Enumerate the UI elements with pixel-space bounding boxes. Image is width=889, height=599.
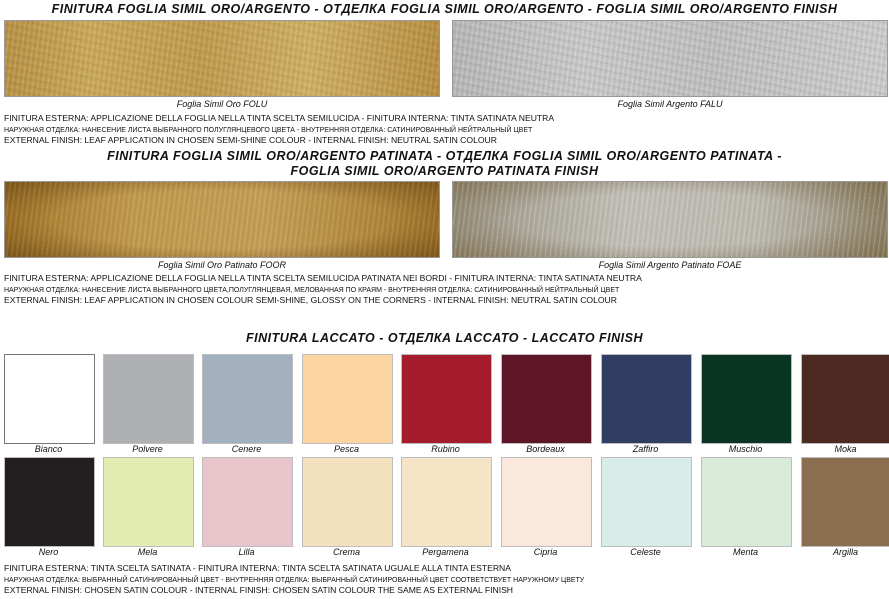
color-swatch-celeste [601, 457, 692, 547]
color-swatch-muschio [701, 354, 792, 444]
laccato-note-ru: НАРУЖНАЯ ОТДЕЛКА: ВЫБРАННЫЙ САТИНИРОВАННЫЙ ЦВЕТ - ВНУТРЕННЯЯ ОТДЕЛКА: ВЫБРАННЫЙ САТИНИРОВАННЫЙ ЦВЕТ СООТВЕТСТВУЕТ НАРУЖНОМУ ЦВЕТУ [4, 577, 585, 584]
color-swatch-label: Pesca [333, 444, 359, 454]
color-swatch-label: Bianco [34, 444, 63, 454]
color-swatch-label: Crema [332, 547, 360, 557]
color-swatch-polvere [103, 354, 194, 444]
foglia-argento-swatch [452, 20, 888, 97]
laccato-note-en: EXTERNAL FINISH: CHOSEN SATIN COLOUR - INTERNAL FINISH: CHOSEN SATIN COLOUR THE SAME AS EXTERNAL FINISH [4, 585, 514, 595]
color-swatch-bianco [4, 354, 95, 444]
patinata-argento-swatch [452, 181, 888, 258]
color-swatch-crema [302, 457, 393, 547]
laccato-note-it: FINITURA ESTERNA: TINTA SCELTA SATINATA - FINITURA INTERNA: TINTA SCELTA SATINATA UGUALE ALLA TINTA ESTERNA [4, 563, 511, 573]
foglia-note-it: FINITURA ESTERNA: APPLICAZIONE DELLA FOGLIA NELLA TINTA SCELTA SEMILUCIDA - FINITURA INTERNA: TINTA SATINATA NEUTRA [4, 113, 555, 123]
foglia-argento-caption: Foglia Simil Argento FALU [617, 99, 723, 109]
foglia-title: FINITURA FOGLIA SIMIL ORO/ARGENTO - ОТДЕЛКА FOGLIA SIMIL ORO/ARGENTO - FOGLIA SIMIL ORO/ARGENTO FINISH [51, 2, 838, 16]
patinata-note-en: EXTERNAL FINISH: LEAF APPLICATION IN CHOSEN COLOUR SEMI-SHINE, GLOSSY ON THE CORNERS - INTERNAL FINISH: NEUTRAL SATIN COLOUR [4, 295, 617, 305]
color-swatch-label: Bordeaux [526, 444, 565, 454]
color-swatch-label: Polvere [132, 444, 163, 454]
color-swatch-label: Muschio [728, 444, 763, 454]
color-swatch-cenere [202, 354, 293, 444]
color-swatch-label: Nero [38, 547, 59, 557]
color-swatch-label: Cenere [231, 444, 262, 454]
color-swatch-mela [103, 457, 194, 547]
color-swatch-label: Mela [137, 547, 158, 557]
foglia-note-en: EXTERNAL FINISH: LEAF APPLICATION IN CHOSEN SEMI-SHINE COLOUR - INTERNAL FINISH: NEUTRAL SATIN COLOUR [4, 135, 497, 145]
color-swatch-nero [4, 457, 95, 547]
color-swatch-label: Argilla [832, 547, 858, 557]
color-swatch-menta [701, 457, 792, 547]
foglia-note-ru: НАРУЖНАЯ ОТДЕЛКА: НАНЕСЕНИЕ ЛИСТА ВЫБРАННОГО ПОЛУГЛЯНЦЕВОГО ЦВЕТА - ВНУТРЕННЯЯ ОТДЕЛКА: САТИНИРОВАННЫЙ НЕЙТРАЛЬНЫЙ ЦВЕТ [4, 127, 533, 134]
laccato-title: FINITURA LACCATO - ОТДЕЛКА LACCATO - LACCATO FINISH [246, 331, 643, 345]
patinata-note-ru: НАРУЖНАЯ ОТДЕЛКА: НАНЕСЕНИЕ ЛИСТА ВЫБРАННОГО ЦВЕТА,ПОЛУГЛЯНЦЕВАЯ, МЕЛОВАННАЯ ПО КРАЯМ - ВНУТРЕННЯЯ ОТДЕЛКА: САТИНИРОВАННЫЙ НЕЙТРАЛЬНЫЙ ЦВЕТ [4, 287, 620, 294]
color-swatch-moka [801, 354, 889, 444]
color-swatch-label: Cipria [533, 547, 558, 557]
color-swatch-label: Pergamena [422, 547, 469, 557]
patinata-oro-swatch [4, 181, 440, 258]
patinata-title-line1: FINITURA FOGLIA SIMIL ORO/ARGENTO PATINATA - ОТДЕЛКА FOGLIA SIMIL ORO/ARGENTO PATINATA - [107, 149, 782, 163]
color-swatch-label: Celeste [630, 547, 661, 557]
patinata-argento-caption: Foglia Simil Argento Patinato FOAE [598, 260, 742, 270]
color-swatch-label: Moka [834, 444, 857, 454]
color-swatch-label: Zaffiro [632, 444, 659, 454]
patinata-title-line2: FOGLIA SIMIL ORO/ARGENTO PATINATA FINISH [290, 164, 599, 178]
color-swatch-pesca [302, 354, 393, 444]
color-swatch-label: Rubino [431, 444, 460, 454]
foglia-oro-swatch [4, 20, 440, 97]
color-swatch-cipria [501, 457, 592, 547]
color-swatch-label: Menta [732, 547, 758, 557]
foglia-oro-caption: Foglia Simil Oro FOLU [176, 99, 268, 109]
patinata-note-it: FINITURA ESTERNA: APPLICAZIONE DELLA FOGLIA NELLA TINTA SCELTA SEMILUCIDA PATINATA NEI BORDI - FINITURA INTERNA: TINTA SATINATA NEUTRA [4, 273, 642, 283]
color-swatch-rubino [401, 354, 492, 444]
color-swatch-label: Lilla [238, 547, 255, 557]
color-swatch-zaffiro [601, 354, 692, 444]
color-swatch-argilla [801, 457, 889, 547]
patinata-oro-caption: Foglia Simil Oro Patinato FOOR [157, 260, 287, 270]
color-swatch-lilla [202, 457, 293, 547]
color-swatch-pergamena [401, 457, 492, 547]
color-swatch-bordeaux [501, 354, 592, 444]
